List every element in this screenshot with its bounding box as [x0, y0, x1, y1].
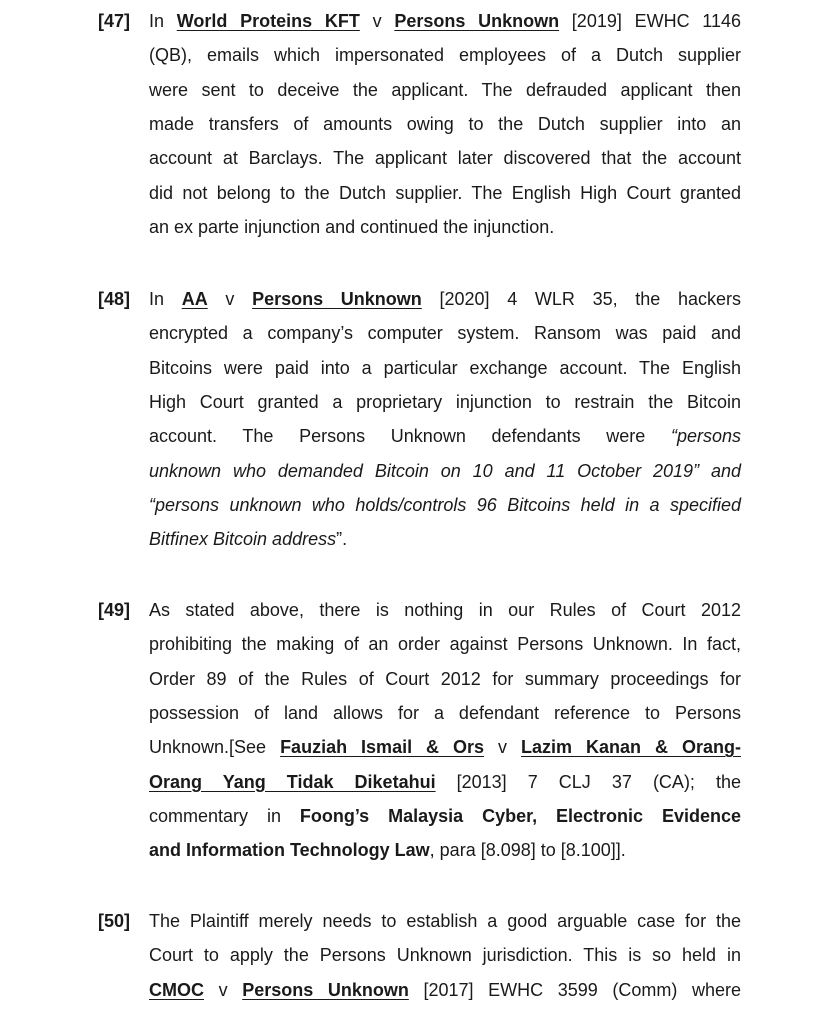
paragraph-line: “persons unknown who holds/controls 96 Bitcoins held in a specified [149, 494, 741, 515]
paragraph-line: In World Proteins KFT v Persons Unknown [2019] EWHC 1146 [149, 11, 741, 31]
paragraph-line: The Plaintiff merely needs to establish a good arguable case for the [149, 911, 741, 931]
paragraph-line: commentary in Foong’s Malaysia Cyber, Electronic Evidence [149, 805, 741, 826]
paragraph-line: Court to apply the Persons Unknown jurisdiction. This is so held in [149, 945, 741, 966]
paragraph-line: (QB), emails which impersonated employees of a Dutch supplier [149, 45, 741, 66]
paragraph-line: possession of land allows for a defendant reference to Persons [149, 702, 741, 723]
paragraph-line: Bitcoins were paid into a particular exchange account. The English [149, 357, 741, 378]
paragraph-line: High Court granted a proprietary injunction to restrain the Bitcoin [149, 391, 741, 412]
paragraph-line: Bitfinex Bitcoin address”. [149, 529, 348, 550]
paragraph-line: and Information Technology Law, para [8.098] to [8.100]]. [149, 840, 626, 861]
paragraph-line: In AA v Persons Unknown [2020] 4 WLR 35, the hackers [149, 289, 742, 309]
paragraph-line: account. The Persons Unknown defendants were “persons [149, 426, 741, 447]
paragraph-line: unknown who demanded Bitcoin on 10 and 11 October 2019” and [149, 460, 741, 481]
paragraph-line: made transfers of amounts owing to the Dutch supplier into an [149, 113, 741, 134]
paragraph-line: were sent to deceive the applicant. The defrauded applicant then [149, 79, 741, 100]
paragraph-number: [50] [98, 911, 131, 931]
paragraph-line: did not belong to the Dutch supplier. The English High Court granted [149, 182, 741, 203]
paragraph-line: Order 89 of the Rules of Court 2012 for summary proceedings for [149, 668, 741, 689]
paragraph-number: [49] [98, 600, 131, 620]
paragraph-line: encrypted a company’s computer system. Ransom was paid and [149, 323, 741, 344]
paragraph-number: [48] [98, 289, 131, 309]
paragraph-line: prohibiting the making of an order against Persons Unknown. In fact, [149, 634, 741, 655]
paragraph-line: an ex parte injunction and continued the injunction. [149, 216, 555, 237]
paragraph-line: As stated above, there is nothing in our Rules of Court 2012 [149, 600, 741, 620]
paragraph-number: [47] [98, 11, 131, 31]
paragraph-line: Orang Yang Tidak Diketahui [2013] 7 CLJ 37 (CA); the [149, 771, 742, 792]
paragraph-line: account at Barclays. The applicant later discovered that the account [149, 148, 741, 169]
paragraph-line: CMOC v Persons Unknown [2017] EWHC 3599 (Comm) where [149, 979, 741, 1000]
paragraph-line: Unknown.[See Fauziah Ismail & Ors v Lazim Kanan & Orang- [149, 737, 741, 758]
